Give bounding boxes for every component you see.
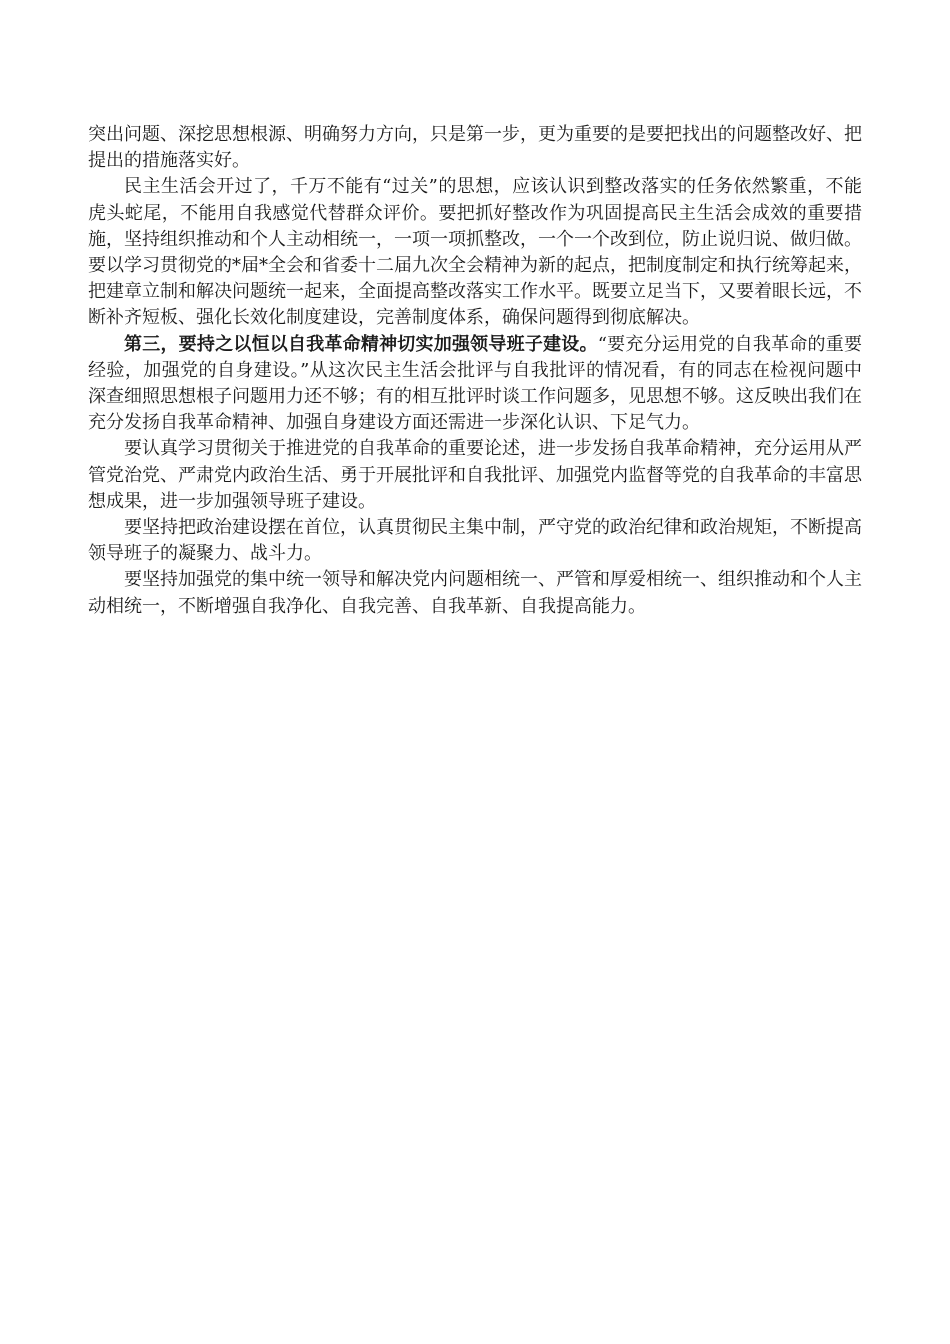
paragraph-continuation — [88, 122, 862, 174]
paragraph-text: 民主生活会开过了，千万不能有“过关”的思想，应该认识到整改落实的任务依然繁重，不能虎头蛇尾，不能用自我感觉代替群众评价。要把抓好整改作为巩固提高民主生活会成效的重要措施，坚持组织推动和个人主动相统一，一项一项抓整改，一个一个改到位，防止说归说、做归做。要以学习贯彻党的*届*全会和省委十二届九次全会精神为新的起点，把制度制定和执行统筹起来，把建章立制和解决问题统一起来，全面提高整改落实工作水平。既要立足当下，又要着眼长远，不断补齐短板、强化长效化制度建设，完善制度体系，确保问题得到彻底解决。 — [88, 176, 862, 329]
paragraph-text: 突出问题、深挖思想根源、明确努力方向，只是第一步，更为重要的是要把找出的问题整改好、把提出的措施落实好。 — [88, 124, 862, 172]
paragraph-heading: 第三，要持之以恒以自我革命精神切实加强领导班子建设。 — [124, 333, 598, 355]
paragraph-text: “要充分运用党的自我革命的重要经验，加强党的自身建设。”从这次民主生活会批评与自我批评的情况看，有的同志在检视问题中深查细照思想根子问题用力还不够；有的相互批评时谈工作问题多，见思想不够。这反映出我们在充分发扬自我革命精神、加强自身建设方面还需进一步深化认识、下足气力。 — [88, 333, 862, 434]
paragraph-text: 要坚持加强党的集中统一领导和解决党内问题相统一、严管和厚爱相统一、组织推动和个人主动相统一，不断增强自我净化、自我完善、自我革新、自我提高能力。 — [88, 569, 862, 617]
paragraph-third-point — [88, 332, 862, 437]
paragraph-unified-leadership — [88, 567, 862, 619]
paragraph-political-building — [88, 515, 862, 567]
paragraph-rectification — [88, 174, 862, 331]
paragraph-text: 要坚持把政治建设摆在首位，认真贯彻民主集中制，严守党的政治纪律和政治规矩，不断提高领导班子的凝聚力、战斗力。 — [88, 517, 862, 565]
paragraph-text: 要认真学习贯彻关于推进党的自我革命的重要论述，进一步发扬自我革命精神，充分运用从严管党治党、严肃党内政治生活、勇于开展批评和自我批评、加强党内监督等党的自我革命的丰富思想成果，进一步加强领导班子建设。 — [88, 438, 862, 512]
document-body — [88, 122, 862, 620]
paragraph-self-revolution — [88, 436, 862, 515]
